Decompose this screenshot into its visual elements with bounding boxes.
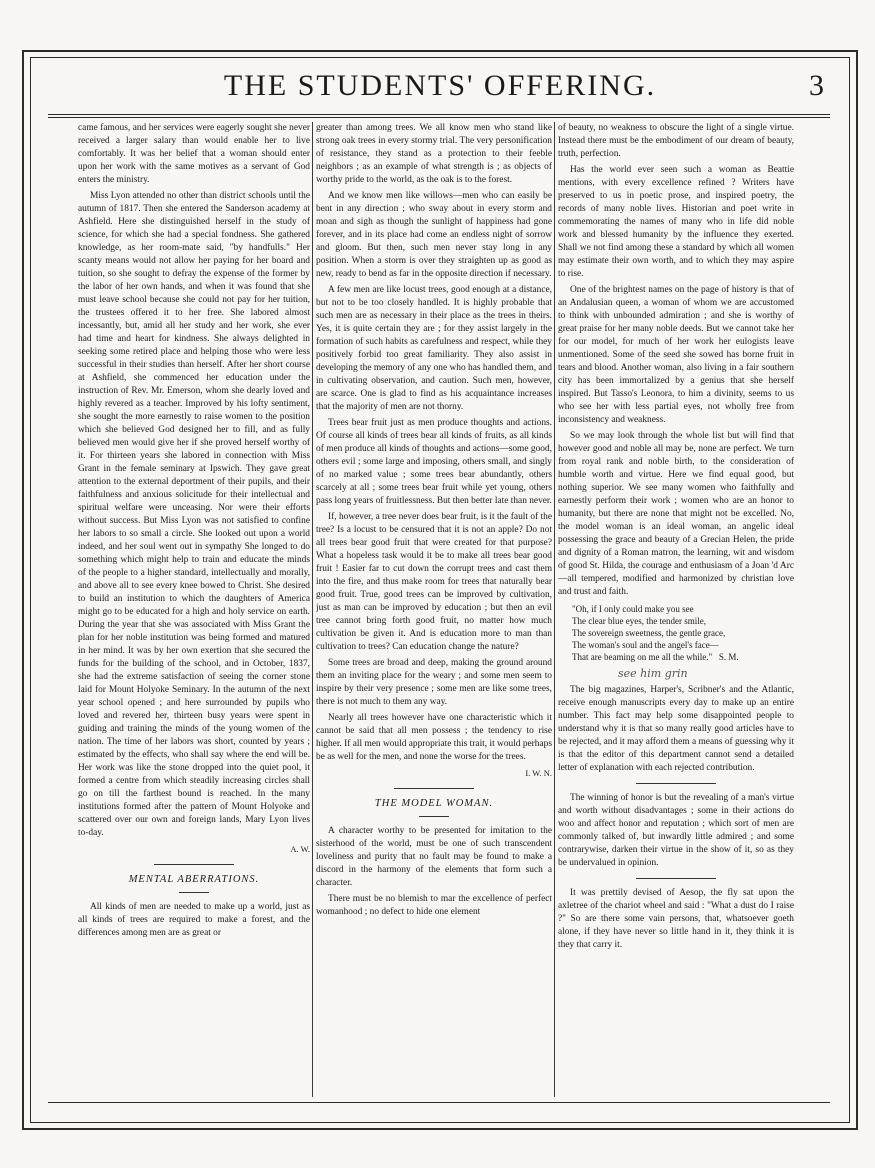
column-divider bbox=[312, 122, 313, 1097]
poem-quote bbox=[572, 603, 794, 663]
author-signature: A. W. bbox=[290, 844, 310, 854]
footer-rule bbox=[48, 1102, 830, 1103]
paragraph: of beauty, no weakness to obscure the light of a single virtue. Instead there must be the embodiment of our dream of beauty, truth, perfection. bbox=[558, 123, 794, 159]
paragraph: Has the world ever seen such a woman as Beattie mentions, with every excellence refined ? Writers have preserved to us in poetic prose, and inspired poetry, the records of many noble lives. Historian and poet write in commemorating the names of many who in life did noble work and blessed humanity by the influence they exerted. Shall we not find among these a standard by which all women may estimate their own worth, and to which they may aspire to rise. bbox=[558, 165, 794, 279]
article-title-model-woman: THE MODEL WOMAN. bbox=[374, 798, 494, 809]
separator-rule bbox=[179, 892, 209, 893]
paragraph: Miss Lyon attended no other than district schools until the autumn of 1817. Then she entered the Sanderson academy at Ashfield. Here she distinguished herself in the study of science, for which she had a special fondness. She gathered knowledge, as her room-mate said, "by handfulls." Her scanty means would not allow her paying for her board and tuition, so she sought to defray the expense of the former by the labor of her own hands, and when it was found that she must leave school because she could not pay for her tuition, the trustees offered it to her free. She labored almost incessantly, but, amid all her study and her work, she ever had time and heart for kindness. She always delighted in seeking some retired place and helping those who were less successful in their studies than herself. After her short course at Ashfield, she commenced her education under the instruction of Rev. Mr. Emerson, whom she dearly loved and highly revered as a teacher. Improved by his lofty sentiment, she sought the more earnestly to raise women to the position which she believed God designed her to fill, and as fully believed men would give her if she proved herself worthy of it. For thirteen years she labored in connection with Miss Grant in the female seminary at Ipswich. They gave great attention to the external deportment of their pupils, and their faithfulness and anxious solicitude for their intellectual and spiritual welfare were unceasing. Nor were their efforts without success. But Miss Lyon was not satisfied to confine her labors to so small a circle. She looked out upon a world indeed, and her soul went out in sympathy She longed to do something which might help to train and educate the minds of the people to a higher standard, intellectually and morally, and above all to see every knee bowed to Christ. She desired to build an institution to which the daughters of America might go to be educated for a high and holy service on earth. During the year that she was associated with Miss Grant the plan for her noble institution was being formed and matured in her mind. It was by her own exertion that she secured the funds for the building of the school, and in October, 1837, she had the extreme satisfaction of seeing the corner stone laid for Mount Holyoke Seminary. In the autumn of the next year school opened ; and here surrounded by pupils who loved and revered her, thirteen busy years were spent in guiding and training the minds of the young women of the nation. The time of her labors was short, counted by years ; estimated by the effects, who shall say where the end will be. Her work was like the stone dropped into the quiet pool, it formed a centre from which steadily increasing circles shall go on till the farthest bound is reached. In the many institutions formed after the pattern of Mount Holyoke and scattered over our own and foreign lands, Mary Lyon lives to-day. bbox=[78, 191, 310, 838]
column-1 bbox=[78, 122, 310, 1102]
header-rule-double bbox=[48, 117, 830, 118]
header-rule bbox=[48, 114, 830, 115]
column-divider bbox=[554, 122, 555, 1097]
paragraph: The winning of honor is but the revealing of a man's virtue and worth without disadvantages ; some in their actions do woo and affect honor and reputation ; which sort of men are commonly talked of, but inwardly little admired ; and some contrarywise, darken their virtue in the show of it, so as they be undervalued in opinion. bbox=[558, 793, 794, 868]
column-3 bbox=[558, 122, 794, 1102]
paragraph: Trees bear fruit just as men produce thoughts and actions. Of course all kinds of trees bear all kinds of fruits, as all kinds of men produce all kinds of thoughts and actions—some good, others evil ; some large and imposing, others small, and singly of no marked value ; some trees bear abundantly, others scarcely at all ; some trees bear fruit while yet young, others pass long years of fruitlessness. But then better late than never. bbox=[316, 418, 552, 506]
paragraph: So we may look through the whole list but will find that however good and noble all may be, none are perfect. We turn from royal rank and noble birth, to the consideration of humble worth and virtue. Here we find equal good, but nothing superior. We see many women who faithfully and earnestly perform their work ; women who are an honor to humanity, but there are none that might not be excelled. No, the model woman is an ideal woman, an angelic ideal possessing the grace and beauty of a Grecian Helen, the pride and dignity of a Roman matron, the learning, wit and wisdom of good St. Hilda, the courage and enthusiasm of a Joan 'd Arc—all tempered, modified and harmonized by christian love and trust and faith. bbox=[558, 431, 794, 597]
paragraph: The big magazines, Harper's, Scribner's and the Atlantic, receive enough manuscripts every day to make up an entire number. This fact may help some disappointed people to understand why it is that so many really good articles have to be rejected, and it may afford them a means of guessing why it is that the editor of this department cannot send a detailed letter of explanation with each rejected contribution. bbox=[558, 685, 794, 773]
poem-line bbox=[572, 651, 794, 663]
separator-rule bbox=[419, 816, 449, 817]
poem-line: "Oh, if I only could make you see bbox=[572, 604, 694, 614]
paragraph: There must be no blemish to mar the excellence of perfect womanhood ; no defect to hide one element bbox=[316, 894, 552, 917]
author-signature: I. W. N. bbox=[525, 768, 552, 778]
poem-line: The clear blue eyes, the tender smile, bbox=[572, 616, 706, 626]
paragraph: greater than among trees. We all know men who stand like strong oak trees in every stormy trial. The very personification of resistance, they stand as a protection to their feeble neighbors ; as an example of what strength is ; as objects of worthy pride to the world, as the oak is to the forest. bbox=[316, 123, 552, 185]
poem-line: The woman's soul and the angel's face— bbox=[572, 640, 719, 650]
paragraph: Nearly all trees however have one characteristic which it cannot be said that all men possess ; the tendency to rise higher. If all men would appropriate this trait, it would perhaps be as well for the men, and none the worse for the trees. bbox=[316, 713, 552, 762]
separator-rule bbox=[636, 783, 716, 784]
paragraph: Some trees are broad and deep, making the ground around them an inviting place for the weary ; and some men seem to inspire by their very presence ; some men are like some trees, there is not much to them any way. bbox=[316, 658, 552, 707]
paragraph: One of the brightest names on the page of history is that of an Andalusian queen, a woman of whom we are accustomed to think with unbounded admiration ; and she is worthy of great praise for her many noble deeds. But we cannot take her for our model, for much of her work her eulogists leave unmentioned. Some of the seed she sowed has borne fruit in tears and blood. Another woman, also living in a fair southern city has been immortalized by a genius that she herself inspired. But Tasso's Leonora, to him a divinity, seems to us who see her with less partial eyes, not wholly free from inconsistency and weakness. bbox=[558, 285, 794, 425]
paragraph: All kinds of men are needed to make up a world, just as all kinds of trees are required to make a forest, and the differences among men are as great or bbox=[78, 902, 310, 938]
separator-rule bbox=[394, 788, 474, 789]
separator-rule bbox=[636, 878, 716, 879]
paragraph: And we know men like willows—men who can easily be bent in any direction ; who sway about in every storm and moan and sigh as though the sunlight of happiness had gone forever, and in its place had come an endless night of sorrow and gloom. But then, such men never stay long in any position. When a storm is over they straighten up as good as new, ready to bend as far in the opposite direction if necessary. bbox=[316, 191, 552, 279]
paragraph: A character worthy to be presented for imitation to the sisterhood of the world, must be one of such transcendent loveliness and purity that no fault may be found to make a discord in the harmony of the elements that form such a character. bbox=[316, 826, 552, 888]
handwritten-annotation: see him grin bbox=[618, 667, 688, 680]
paragraph: It was prettily devised of Aesop, the fly sat upon the axletree of the chariot wheel and said : "What a dust do I raise ?" So are there some vain persons, that, whatsoever goeth alone, if they have never so little hand in it, they think it is they that carry it. bbox=[558, 888, 794, 950]
paragraph: came famous, and her services were eagerly sought she never received a larger salary than would enable her to live comfortably. It was her belief that a woman should enter upon her work with the same motives as a servant of God enters the ministry. bbox=[78, 123, 310, 185]
article-title-mental-aberrations: MENTAL ABERRATIONS. bbox=[128, 874, 260, 885]
newspaper-title: THE STUDENTS' OFFERING. bbox=[223, 69, 657, 102]
poem-signature: S. M. bbox=[718, 652, 739, 662]
column-2 bbox=[316, 122, 552, 1102]
paragraph: A few men are like locust trees, good enough at a distance, but not to be too closely handled. It is highly probable that such men are as necessary in their place as the trees in theirs. Yes, it is quite certain they are ; for they assist largely in the formation of such habits as carefulness and respect, while they positively forbid too great familiarity. They also assist in developing the memory of any one who has handled them, and in cultivating observation, and caution. Such men, however, are scarce. One is glad to find as his acquaintance increases that the majority of men are not thorny. bbox=[316, 285, 552, 412]
page-number: 3 bbox=[809, 69, 824, 102]
paragraph: If, however, a tree never does bear fruit, is it the fault of the tree? Is a locust to be censured that it is not an apple? Do not all trees bear good fruit that were created for that purpose? What a hopeless task would it be to make all trees bear good fruit ! Easier far to cut down the corrupt trees and cast them into the fire, and thus make room for trees that naturally bear good fruit. True, good trees can be improved by cultivation, just as man can be improved by education ; but then an evil tree cannot bring forth good fruit, no matter how much cultivation be given it. And is education more to man than cultivation to trees? Can education change the nature? bbox=[316, 512, 552, 652]
separator-rule bbox=[154, 864, 234, 865]
masthead bbox=[30, 57, 850, 113]
poem-line: The sovereign sweetness, the gentle grace, bbox=[572, 628, 726, 638]
poem-line-text: That are beaming on me all the while." bbox=[572, 652, 713, 662]
